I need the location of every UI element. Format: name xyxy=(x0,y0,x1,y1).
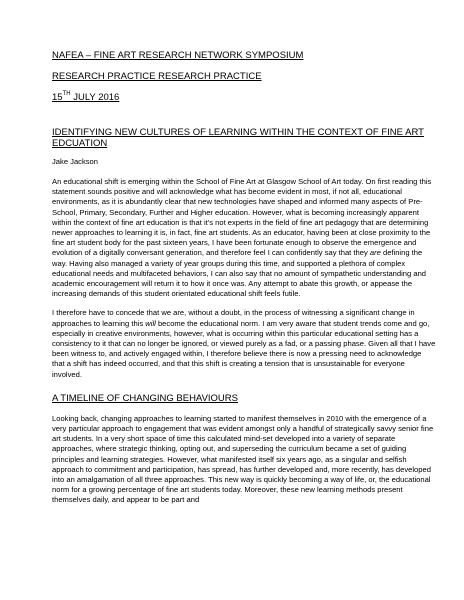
event-date xyxy=(52,92,436,104)
date-day: 15 xyxy=(52,92,63,103)
article-title: IDENTIFYING NEW CULTURES OF LEARNING WITHIN THE CONTEXT OF FINE ART EDCUATION xyxy=(52,127,424,149)
paragraph-2-text-a: I therefore have to concede that we are, without a doubt, in the process of witnessing a significant change in approaches to learning this xyxy=(52,308,415,328)
author-name: Jake Jackson xyxy=(52,157,99,166)
paragraph-2-text-b: become the educational norm. I am very aware that student trends come and go, especially in creative environments, however, what is occurring within this particular educational setting has a consistency to it that can no longer be ignored, or viewed purely as a fad, or a passing phase. Given all that I have been witness to, and actively engaged within, I therefore believe there is now a pressing need to acknowledge that a shift has indeed occurred, and that this shift is creating a tension that is unsustainable for everyone involved. xyxy=(52,318,436,379)
paragraph-2 xyxy=(52,308,436,379)
date-month-year: JULY 2016 xyxy=(70,92,120,103)
paragraph-1 xyxy=(52,177,436,299)
paragraph-3: Looking back, changing approaches to learning started to manifest themselves in 2010 with the emergence of a very particular approach to engagement that was evident amongst only a handful of strategically savvy senior fine art students. In a very short space of time this calculated mind-set developed into a variety of separate approaches, where strategic thinking, opting out, and superseding the curriculum became a set of guiding principles and learning strategies. However, what manifested itself six years ago, as a singular and selfish approach to commitment and participation, has spread, has further developed and, more recently, has developed into an amalgamation of all three approaches. This new way is quickly becoming a way of life, or, the educational norm for a growing percentage of fine art students today. Moreover, these new learning methods present themselves daily, and appear to be part and xyxy=(52,413,434,505)
date-ordinal-suffix: TH xyxy=(62,90,71,97)
paragraph-1-text-a: An educational shift is emerging within the School of Fine Art at Glasgow School of Art today. On first reading this statement sounds positive and will acknowledge what has become evident in most, if not all, educational environments, as it is abundantly clear that new technologies have shaped and informed many aspects of Pre-School, Primary, Secondary, Further and Higher education. However, what is becoming increasingly apparent within the context of fine art education is that it's not experts in the field of fine art pedagogy that are determining newer approaches to learning it is, in fact, fine art students. As an educator, having been at close proximity to the fine art student body for the past sixteen years, I have been fortunate enough to observe the emergence and evolution of a digitally conversant generation, and therefore feel I can confidently say that they xyxy=(52,177,432,258)
document-page xyxy=(52,50,436,515)
paragraph-1-emphasis: are xyxy=(369,248,381,258)
section-heading: A TIMELINE OF CHANGING BEHAVIOURS xyxy=(52,392,238,404)
paragraph-1-text-b: defining the way. Having also managed a variety of year groups during this time, and supported a plethora of complex educational needs and multifaceted behaviors, I can also say that no amount of sympathetic understanding and academic encouragement will return it to how it once was. Any attempt to abate this growth, or appease the increasing demands of this student orientated educational shift feels futile. xyxy=(52,248,427,299)
symposium-heading: NAFEA – FINE ART RESEARCH NETWORK SYMPOSIUM xyxy=(52,50,304,61)
event-subheading: RESEARCH PRACTICE RESEARCH PRACTICE xyxy=(52,71,262,82)
paragraph-2-emphasis: will xyxy=(145,318,156,328)
